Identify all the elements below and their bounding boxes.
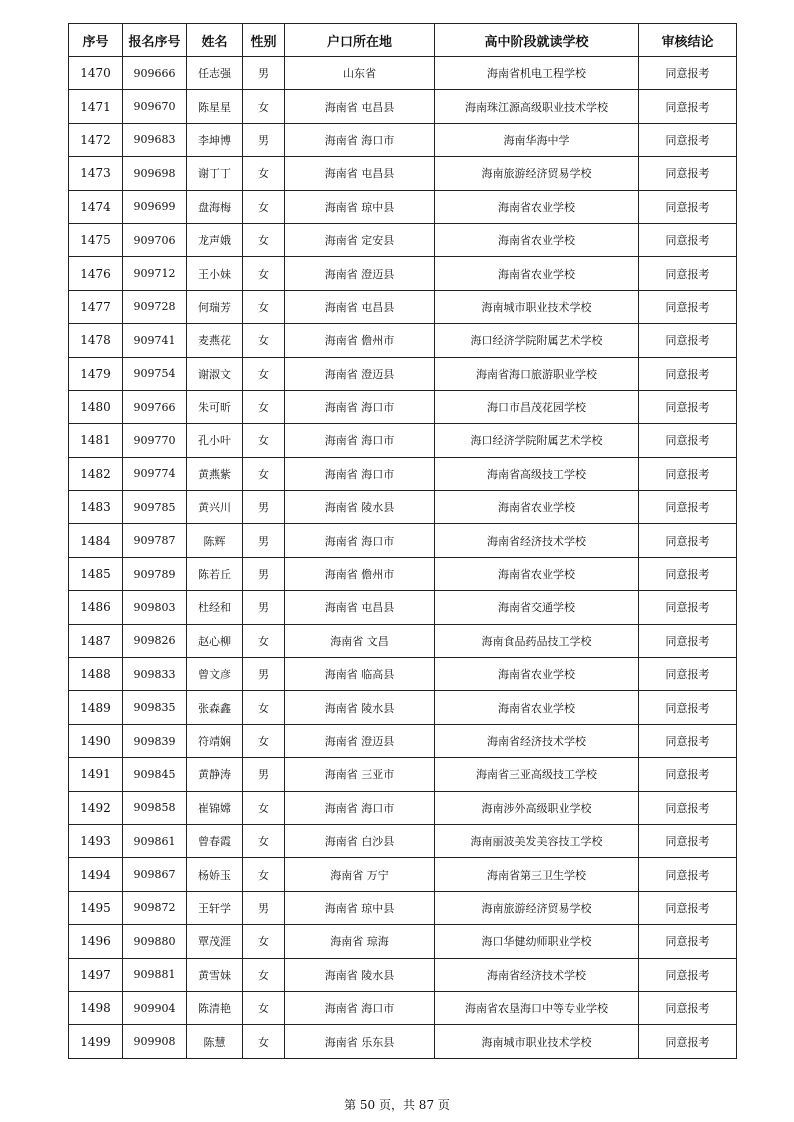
seq-cell: 1480	[69, 390, 123, 423]
reg-no-cell: 909833	[123, 658, 187, 691]
name-cell: 龙声娥	[187, 223, 243, 256]
name-cell: 王轩学	[187, 891, 243, 924]
seq-cell: 1496	[69, 925, 123, 958]
name-cell: 黄雪妹	[187, 958, 243, 991]
name-cell: 陈若丘	[187, 557, 243, 590]
reg-no-cell: 909787	[123, 524, 187, 557]
reg-no-cell: 909835	[123, 691, 187, 724]
review-result-cell: 同意报考	[639, 824, 737, 857]
reg-no-cell: 909880	[123, 925, 187, 958]
name-cell: 李坤博	[187, 123, 243, 156]
school-cell: 海南省农业学校	[435, 658, 639, 691]
table-body	[69, 57, 737, 1059]
table-row	[69, 190, 737, 223]
name-cell: 陈清艳	[187, 991, 243, 1024]
review-result-cell: 同意报考	[639, 424, 737, 457]
seq-cell: 1481	[69, 424, 123, 457]
review-result-cell: 同意报考	[639, 457, 737, 490]
table-row	[69, 591, 737, 624]
review-result-cell: 同意报考	[639, 157, 737, 190]
seq-cell: 1486	[69, 591, 123, 624]
review-result-cell: 同意报考	[639, 357, 737, 390]
seq-cell: 1476	[69, 257, 123, 290]
school-cell: 海南省经济技术学校	[435, 724, 639, 757]
residence-cell: 海南省 澄迈县	[285, 257, 435, 290]
name-cell: 符靖娴	[187, 724, 243, 757]
review-result-cell: 同意报考	[639, 123, 737, 156]
residence-cell: 海南省 屯昌县	[285, 90, 435, 123]
name-cell: 赵心柳	[187, 624, 243, 657]
school-cell: 海南城市职业技术学校	[435, 290, 639, 323]
seq-cell: 1472	[69, 123, 123, 156]
seq-cell: 1487	[69, 624, 123, 657]
name-cell: 何瑞芳	[187, 290, 243, 323]
reg-no-cell: 909803	[123, 591, 187, 624]
gender-cell: 男	[243, 758, 285, 791]
reg-no-cell: 909845	[123, 758, 187, 791]
reg-no-cell: 909908	[123, 1025, 187, 1058]
seq-cell: 1499	[69, 1025, 123, 1058]
gender-cell: 女	[243, 824, 285, 857]
gender-cell: 女	[243, 858, 285, 891]
reg-no-cell: 909774	[123, 457, 187, 490]
table-row	[69, 257, 737, 290]
gender-cell: 女	[243, 190, 285, 223]
seq-cell: 1492	[69, 791, 123, 824]
residence-cell: 海南省 定安县	[285, 223, 435, 256]
school-cell: 海口华健幼师职业学校	[435, 925, 639, 958]
table-row	[69, 223, 737, 256]
table-row	[69, 658, 737, 691]
reg-no-cell: 909741	[123, 324, 187, 357]
school-cell: 海南省农垦海口中等专业学校	[435, 991, 639, 1024]
seq-cell: 1473	[69, 157, 123, 190]
review-result-cell: 同意报考	[639, 190, 737, 223]
reg-no-cell: 909867	[123, 858, 187, 891]
review-result-cell: 同意报考	[639, 223, 737, 256]
page-number: 第 50 页，共 87 页	[344, 1098, 450, 1112]
name-cell: 曾文彦	[187, 658, 243, 691]
header-school: 高中阶段就读学校	[435, 24, 639, 57]
reg-no-cell: 909785	[123, 491, 187, 524]
school-cell: 海南食品药品技工学校	[435, 624, 639, 657]
reg-no-cell: 909670	[123, 90, 187, 123]
header-seq: 序号	[69, 24, 123, 57]
review-result-cell: 同意报考	[639, 290, 737, 323]
gender-cell: 女	[243, 90, 285, 123]
review-result-cell: 同意报考	[639, 557, 737, 590]
table-row	[69, 858, 737, 891]
seq-cell: 1485	[69, 557, 123, 590]
residence-cell: 海南省 文昌	[285, 624, 435, 657]
residence-cell: 海南省 屯昌县	[285, 290, 435, 323]
gender-cell: 男	[243, 57, 285, 90]
review-result-cell: 同意报考	[639, 624, 737, 657]
seq-cell: 1491	[69, 758, 123, 791]
reg-no-cell: 909754	[123, 357, 187, 390]
reg-no-cell: 909766	[123, 390, 187, 423]
name-cell: 曾春霞	[187, 824, 243, 857]
residence-cell: 海南省 屯昌县	[285, 157, 435, 190]
gender-cell: 女	[243, 925, 285, 958]
residence-cell: 海南省 乐东县	[285, 1025, 435, 1058]
reg-no-cell: 909728	[123, 290, 187, 323]
reg-no-cell: 909826	[123, 624, 187, 657]
residence-cell: 海南省 琼中县	[285, 190, 435, 223]
table-row	[69, 824, 737, 857]
header-residence: 户口所在地	[285, 24, 435, 57]
gender-cell: 女	[243, 390, 285, 423]
name-cell: 谢丁丁	[187, 157, 243, 190]
seq-cell: 1483	[69, 491, 123, 524]
gender-cell: 女	[243, 257, 285, 290]
school-cell: 海南省第三卫生学校	[435, 858, 639, 891]
school-cell: 海南省高级技工学校	[435, 457, 639, 490]
table-row	[69, 491, 737, 524]
residence-cell: 海南省 海口市	[285, 123, 435, 156]
school-cell: 海南涉外高级职业学校	[435, 791, 639, 824]
reg-no-cell: 909683	[123, 123, 187, 156]
school-cell: 海南省三亚高级技工学校	[435, 758, 639, 791]
name-cell: 谢淑文	[187, 357, 243, 390]
review-result-cell: 同意报考	[639, 691, 737, 724]
school-cell: 海南省农业学校	[435, 190, 639, 223]
residence-cell: 海南省 海口市	[285, 991, 435, 1024]
name-cell: 黄燕紫	[187, 457, 243, 490]
header-review-result: 审核结论	[639, 24, 737, 57]
school-cell: 海口经济学院附属艺术学校	[435, 424, 639, 457]
table-row	[69, 357, 737, 390]
school-cell: 海口经济学院附属艺术学校	[435, 324, 639, 357]
table-row	[69, 390, 737, 423]
table-row	[69, 57, 737, 90]
name-cell: 陈慧	[187, 1025, 243, 1058]
name-cell: 崔锦嫦	[187, 791, 243, 824]
seq-cell: 1475	[69, 223, 123, 256]
residence-cell: 海南省 澄迈县	[285, 357, 435, 390]
name-cell: 任志强	[187, 57, 243, 90]
seq-cell: 1484	[69, 524, 123, 557]
residence-cell: 海南省 海口市	[285, 424, 435, 457]
table-row	[69, 524, 737, 557]
gender-cell: 男	[243, 524, 285, 557]
review-result-cell: 同意报考	[639, 90, 737, 123]
table-row	[69, 724, 737, 757]
name-cell: 麦燕花	[187, 324, 243, 357]
seq-cell: 1488	[69, 658, 123, 691]
review-result-cell: 同意报考	[639, 524, 737, 557]
reg-no-cell: 909861	[123, 824, 187, 857]
seq-cell: 1493	[69, 824, 123, 857]
seq-cell: 1474	[69, 190, 123, 223]
review-result-cell: 同意报考	[639, 1025, 737, 1058]
seq-cell: 1479	[69, 357, 123, 390]
school-cell: 海南省交通学校	[435, 591, 639, 624]
residence-cell: 海南省 陵水县	[285, 958, 435, 991]
school-cell: 海南华海中学	[435, 123, 639, 156]
name-cell: 孔小叶	[187, 424, 243, 457]
gender-cell: 男	[243, 491, 285, 524]
review-result-cell: 同意报考	[639, 491, 737, 524]
review-result-cell: 同意报考	[639, 958, 737, 991]
residence-cell: 山东省	[285, 57, 435, 90]
seq-cell: 1489	[69, 691, 123, 724]
seq-cell: 1494	[69, 858, 123, 891]
reg-no-cell: 909706	[123, 223, 187, 256]
gender-cell: 男	[243, 891, 285, 924]
table-row	[69, 157, 737, 190]
table-row	[69, 424, 737, 457]
reg-no-cell: 909698	[123, 157, 187, 190]
residence-cell: 海南省 三亚市	[285, 758, 435, 791]
residence-cell: 海南省 万宁	[285, 858, 435, 891]
review-result-cell: 同意报考	[639, 591, 737, 624]
name-cell: 黄静涛	[187, 758, 243, 791]
school-cell: 海南珠江源高级职业技术学校	[435, 90, 639, 123]
residence-cell: 海南省 海口市	[285, 390, 435, 423]
reg-no-cell: 909712	[123, 257, 187, 290]
seq-cell: 1495	[69, 891, 123, 924]
gender-cell: 女	[243, 724, 285, 757]
table-row	[69, 457, 737, 490]
gender-cell: 男	[243, 591, 285, 624]
review-result-cell: 同意报考	[639, 991, 737, 1024]
school-cell: 海南省农业学校	[435, 691, 639, 724]
gender-cell: 女	[243, 457, 285, 490]
seq-cell: 1482	[69, 457, 123, 490]
seq-cell: 1477	[69, 290, 123, 323]
table-row	[69, 891, 737, 924]
reg-no-cell: 909839	[123, 724, 187, 757]
table-row	[69, 991, 737, 1024]
candidate-table	[68, 23, 737, 1059]
gender-cell: 女	[243, 624, 285, 657]
table-row	[69, 791, 737, 824]
school-cell: 海南省农业学校	[435, 223, 639, 256]
header-name: 姓名	[187, 24, 243, 57]
residence-cell: 海南省 琼海	[285, 925, 435, 958]
table-row	[69, 1025, 737, 1058]
school-cell: 海南省经济技术学校	[435, 524, 639, 557]
residence-cell: 海南省 陵水县	[285, 691, 435, 724]
reg-no-cell: 909881	[123, 958, 187, 991]
school-cell: 海南省机电工程学校	[435, 57, 639, 90]
residence-cell: 海南省 儋州市	[285, 324, 435, 357]
school-cell: 海南省农业学校	[435, 257, 639, 290]
review-result-cell: 同意报考	[639, 791, 737, 824]
gender-cell: 女	[243, 691, 285, 724]
seq-cell: 1471	[69, 90, 123, 123]
name-cell: 朱可昕	[187, 390, 243, 423]
gender-cell: 女	[243, 958, 285, 991]
table-row	[69, 925, 737, 958]
reg-no-cell: 909699	[123, 190, 187, 223]
school-cell: 海南旅游经济贸易学校	[435, 157, 639, 190]
table-row	[69, 958, 737, 991]
name-cell: 张森鑫	[187, 691, 243, 724]
residence-cell: 海南省 陵水县	[285, 491, 435, 524]
header-gender: 性别	[243, 24, 285, 57]
residence-cell: 海南省 白沙县	[285, 824, 435, 857]
school-cell: 海南省农业学校	[435, 557, 639, 590]
reg-no-cell: 909770	[123, 424, 187, 457]
review-result-cell: 同意报考	[639, 925, 737, 958]
gender-cell: 男	[243, 658, 285, 691]
gender-cell: 女	[243, 290, 285, 323]
table-row	[69, 123, 737, 156]
school-cell: 海南城市职业技术学校	[435, 1025, 639, 1058]
name-cell: 陈星星	[187, 90, 243, 123]
review-result-cell: 同意报考	[639, 891, 737, 924]
name-cell: 陈辉	[187, 524, 243, 557]
school-cell: 海口市昌茂花园学校	[435, 390, 639, 423]
seq-cell: 1470	[69, 57, 123, 90]
residence-cell: 海南省 临高县	[285, 658, 435, 691]
review-result-cell: 同意报考	[639, 390, 737, 423]
review-result-cell: 同意报考	[639, 658, 737, 691]
gender-cell: 男	[243, 557, 285, 590]
school-cell: 海南旅游经济贸易学校	[435, 891, 639, 924]
reg-no-cell: 909666	[123, 57, 187, 90]
review-result-cell: 同意报考	[639, 57, 737, 90]
seq-cell: 1497	[69, 958, 123, 991]
gender-cell: 女	[243, 324, 285, 357]
review-result-cell: 同意报考	[639, 257, 737, 290]
seq-cell: 1490	[69, 724, 123, 757]
reg-no-cell: 909904	[123, 991, 187, 1024]
name-cell: 王小妹	[187, 257, 243, 290]
gender-cell: 女	[243, 157, 285, 190]
table-row	[69, 691, 737, 724]
review-result-cell: 同意报考	[639, 858, 737, 891]
residence-cell: 海南省 海口市	[285, 457, 435, 490]
reg-no-cell: 909872	[123, 891, 187, 924]
residence-cell: 海南省 澄迈县	[285, 724, 435, 757]
header-reg-no: 报名序号	[123, 24, 187, 57]
residence-cell: 海南省 儋州市	[285, 557, 435, 590]
school-cell: 海南省经济技术学校	[435, 958, 639, 991]
gender-cell: 女	[243, 1025, 285, 1058]
residence-cell: 海南省 海口市	[285, 791, 435, 824]
review-result-cell: 同意报考	[639, 324, 737, 357]
name-cell: 覃茂涯	[187, 925, 243, 958]
name-cell: 黄兴川	[187, 491, 243, 524]
gender-cell: 女	[243, 424, 285, 457]
reg-no-cell: 909858	[123, 791, 187, 824]
name-cell: 杜经和	[187, 591, 243, 624]
table-row	[69, 557, 737, 590]
review-result-cell: 同意报考	[639, 758, 737, 791]
residence-cell: 海南省 琼中县	[285, 891, 435, 924]
school-cell: 海南丽波美发美容技工学校	[435, 824, 639, 857]
school-cell: 海南省农业学校	[435, 491, 639, 524]
table-row	[69, 290, 737, 323]
table-row	[69, 324, 737, 357]
gender-cell: 女	[243, 223, 285, 256]
table-row	[69, 90, 737, 123]
school-cell: 海南省海口旅游职业学校	[435, 357, 639, 390]
name-cell: 杨娇玉	[187, 858, 243, 891]
review-result-cell: 同意报考	[639, 724, 737, 757]
name-cell: 盘海梅	[187, 190, 243, 223]
table-row	[69, 758, 737, 791]
gender-cell: 男	[243, 123, 285, 156]
gender-cell: 女	[243, 357, 285, 390]
table-header-row	[69, 24, 737, 57]
gender-cell: 女	[243, 991, 285, 1024]
gender-cell: 女	[243, 791, 285, 824]
table-row	[69, 624, 737, 657]
reg-no-cell: 909789	[123, 557, 187, 590]
seq-cell: 1498	[69, 991, 123, 1024]
residence-cell: 海南省 海口市	[285, 524, 435, 557]
seq-cell: 1478	[69, 324, 123, 357]
residence-cell: 海南省 屯昌县	[285, 591, 435, 624]
